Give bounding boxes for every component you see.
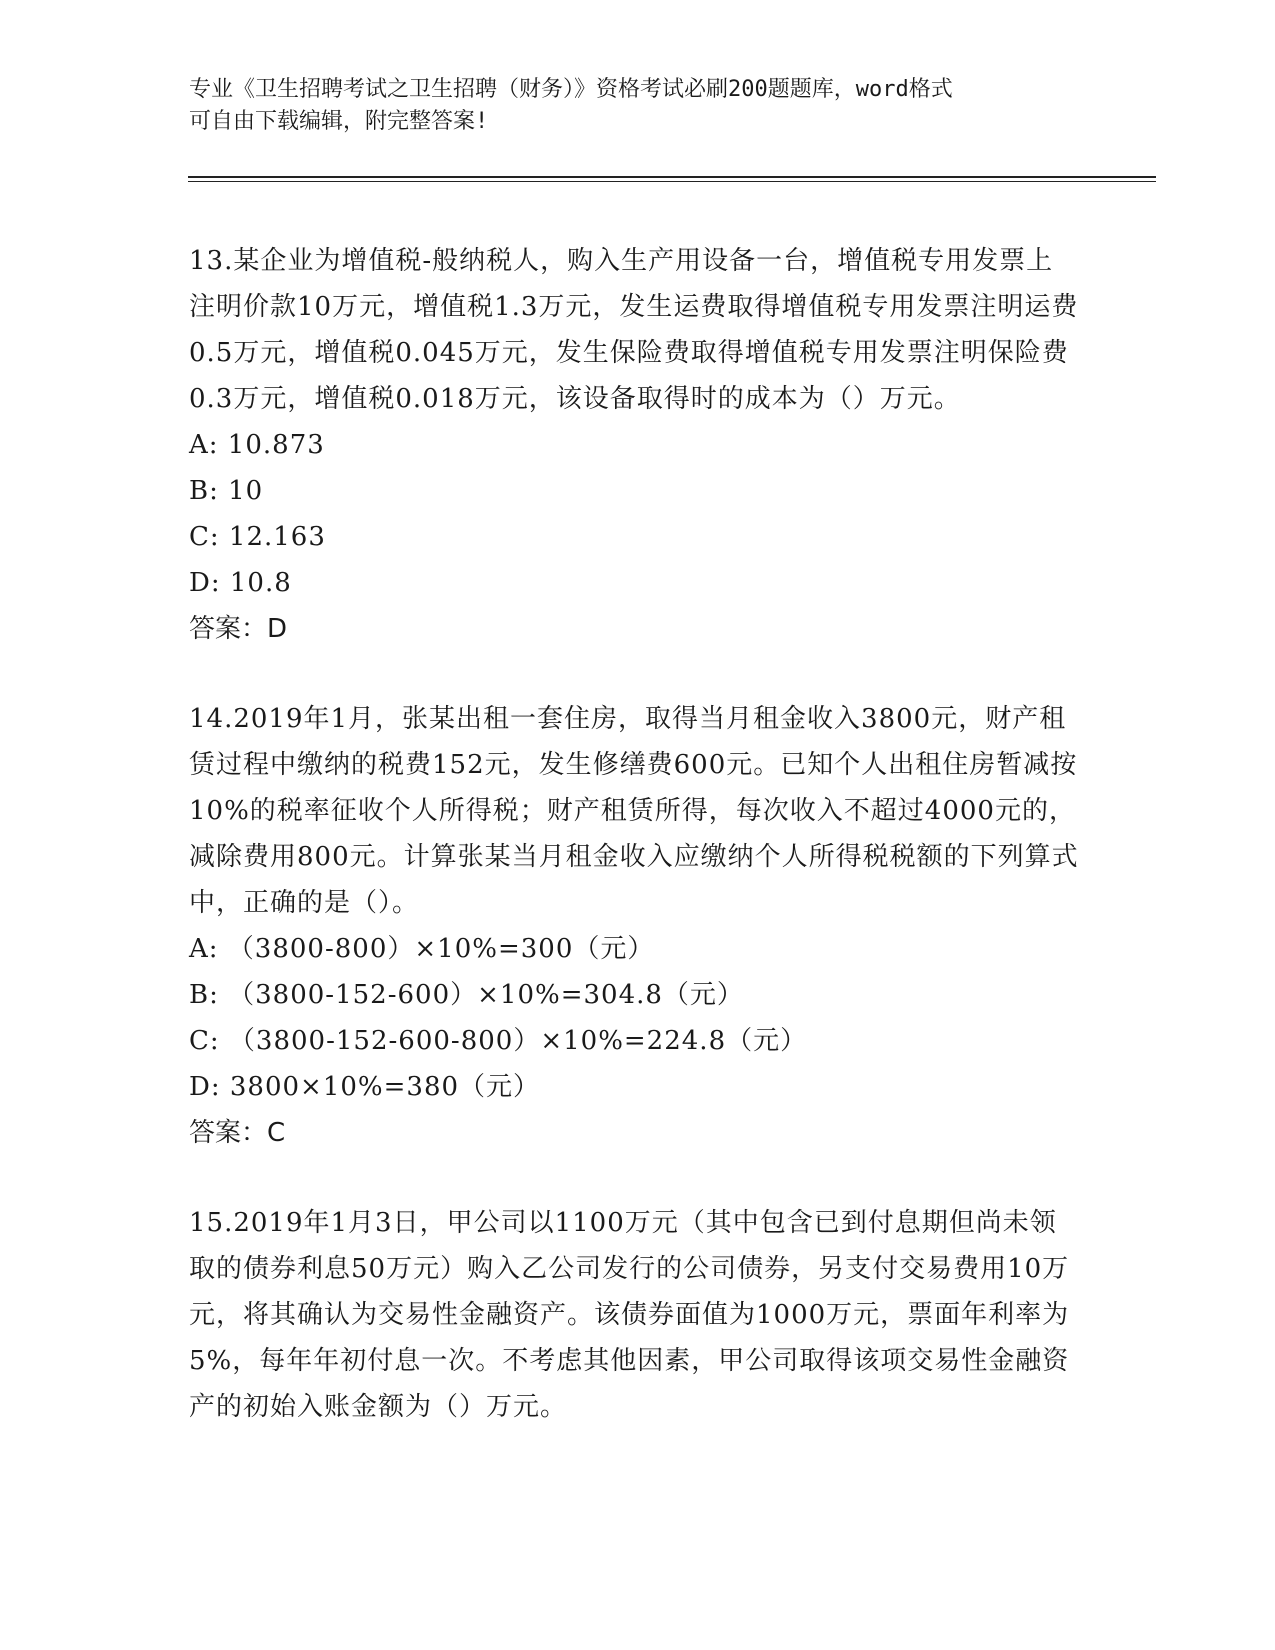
question-13 — [189, 238, 1089, 652]
option-b: B: （3800-152-600）×10%=304.8（元） — [189, 980, 744, 1010]
option-d: D: 10.8 — [189, 568, 292, 598]
header-title-line-2: 可自由下载编辑，附完整答案! — [189, 109, 489, 134]
question-14 — [189, 696, 1089, 1156]
option-a: A: 10.873 — [189, 430, 325, 460]
header-title-line-1: 专业《卫生招聘考试之卫生招聘（财务）》资格考试必刷200题题库，word格式 — [189, 77, 953, 102]
option-d: D: 3800×10%=380（元） — [189, 1072, 541, 1102]
question-text: 15.2019年1月3日，甲公司以1100万元（其中包含已到付息期但尚未领取的债券利息50万元）购入乙公司发行的公司债券，另支付交易费用10万元，将其确认为交易性金融资产。该债券面值为1000万元，票面年利率为5%，每年年初付息一次。不考虑其他因素，甲公司取得该项交易性金融资产的初始入账金额为（）万元。 — [189, 1208, 1070, 1422]
option-c: C: 12.163 — [189, 522, 326, 552]
header-divider-thin — [188, 181, 1156, 182]
question-list — [189, 238, 1089, 1474]
header-divider-thick — [188, 176, 1156, 178]
question-text: 14.2019年1月，张某出租一套住房，取得当月租金收入3800元，财产租赁过程中缴纳的税费152元，发生修缮费600元。已知个人出租住房暂减按10%的税率征收个人所得税；财产租赁所得，每次收入不超过4000元的，减除费用800元。计算张某当月租金收入应缴纳个人所得税税额的下列算式中，正确的是（）。 — [189, 704, 1079, 918]
question-15 — [189, 1200, 1089, 1430]
answer-label: 答案：C — [189, 1118, 286, 1148]
answer-label: 答案：D — [189, 614, 288, 644]
question-text: 13.某企业为增值税-般纳税人，购入生产用设备一台，增值税专用发票上注明价款10万元，增值税1.3万元，发生运费取得增值税专用发票注明运费0.5万元，增值税0.045万元，发生保险费取得增值税专用发票注明保险费0.3万元，增值税0.018万元，该设备取得时的成本为（）万元。 — [189, 246, 1079, 414]
option-b: B: 10 — [189, 476, 264, 506]
document-header — [189, 74, 1069, 138]
option-a: A: （3800-800）×10%=300（元） — [189, 934, 655, 964]
option-c: C: （3800-152-600-800）×10%=224.8（元） — [189, 1026, 808, 1056]
